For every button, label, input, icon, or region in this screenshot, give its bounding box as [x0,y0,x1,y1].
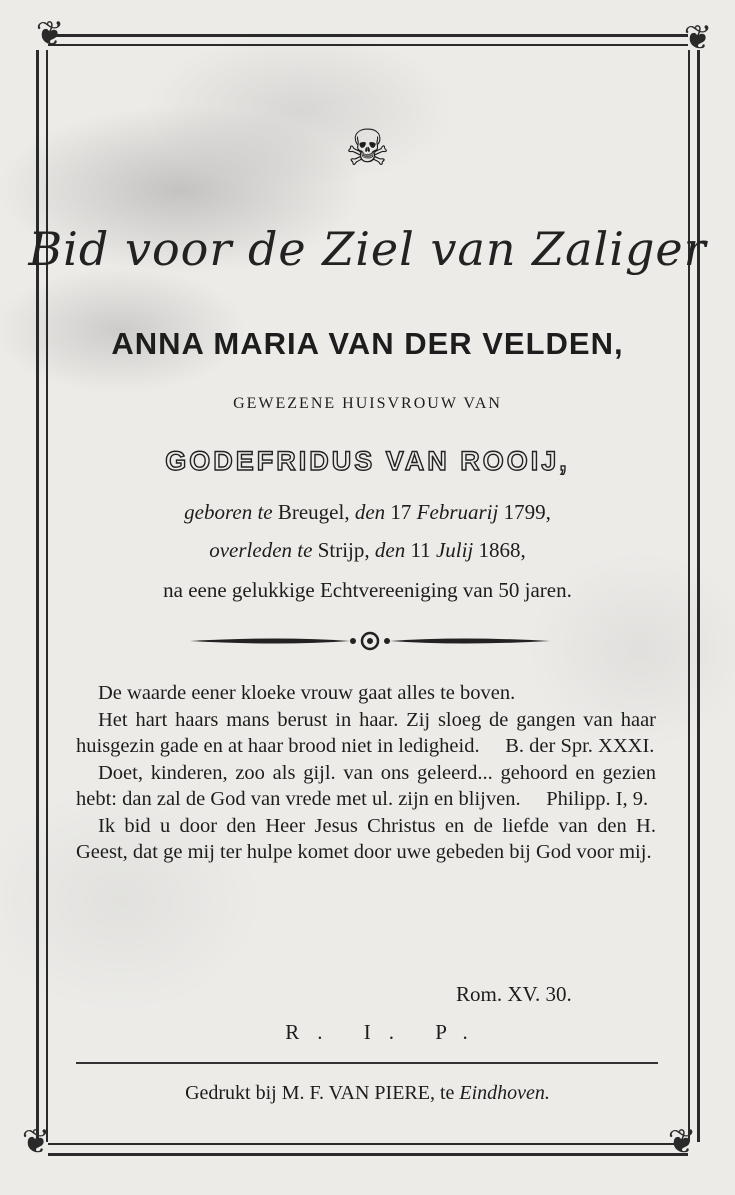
born-month: Februarij [416,500,499,524]
corner-ornament-icon: ❦ [683,18,713,58]
died-den: den [374,538,406,562]
born-den: den [354,500,386,524]
verse-paragraph [76,707,656,760]
corner-ornament-icon: ❦ [667,1122,697,1162]
spouse-name: GODEFRIDUS VAN ROOIJ, [165,446,570,476]
ornamental-divider [190,626,550,656]
verse-paragraph [76,760,656,813]
corner-ornament-icon: ❦ [21,1122,51,1162]
skull-crossbones-icon: ☠ [345,119,390,177]
prayer-line: Bid voor de Ziel van Zaliger [28,222,707,276]
marriage-line: na eene gelukkige Echtvereeniging van 50 jaren. [163,578,572,602]
verse-text: Doet, kinderen, zoo als gijl. van ons geleerd... gehoord en gezien hebt: dan zal de God van vrede met ul. zijn en blijven. [76,761,656,810]
born-day: 17 [390,500,412,524]
printer-city: Eindhoven. [459,1082,550,1104]
printer-line [0,1082,735,1105]
born-place: Breugel, [277,500,350,524]
relation-line: GEWEZENE HUISVROUW VAN [233,395,502,412]
born-prefix: geboren te [184,500,273,524]
scripture-verses [76,680,656,866]
verse-paragraph: Ik bid u door den Heer Jesus Christus en de liefde van den H. Geest, dat ge mij ter hulpe komet door uwe gebeden bij God voor mij. [76,814,656,863]
corner-ornament-icon: ❦ [35,14,65,54]
died-day: 11 [410,538,431,562]
printer-name: Gedrukt bij M. F. VAN PIERE, te [185,1082,455,1104]
verse-citation-rom: Rom. XV. 30. [456,982,572,1006]
died-prefix: overleden te [209,538,313,562]
rip-line: R. I. P. [285,1020,486,1044]
death-line [0,538,735,563]
footer-rule [76,1062,658,1064]
birth-line [0,500,735,525]
born-year: 1799, [503,500,551,524]
verse-paragraph: De waarde eener kloeke vrouw gaat alles te boven. [98,682,516,704]
deceased-name: ANNA MARIA VAN DER VELDEN, [111,326,624,361]
died-month: Julij [435,538,474,562]
verse-text: Het hart haars mans berust in haar. Zij sloeg de gangen van haar huisgezin gade en at haar brood niet in ledigheid. [76,708,656,757]
died-year: 1868, [478,538,526,562]
died-place: Strijp, [317,538,370,562]
verse-citation: B. der Spr. XXXI. [505,735,655,757]
verse-citation: Philipp. I, 9. [546,788,649,810]
